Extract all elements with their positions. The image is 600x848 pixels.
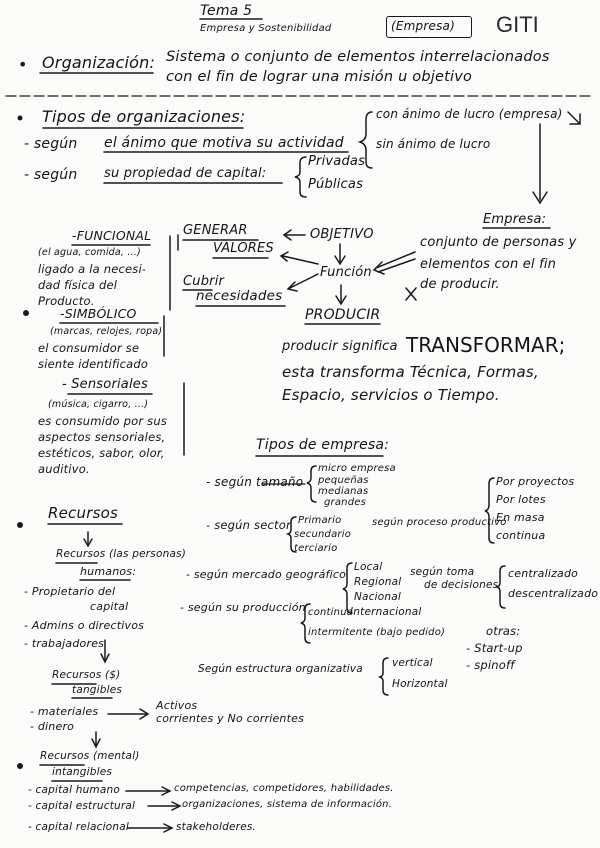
proceso-option: Por lotes [496,493,546,506]
toma-label-2: de decisiones [424,579,499,591]
recursos-tangibles-heading: Recursos ($) [52,669,121,681]
estructura-option: vertical [392,657,433,669]
sensoriales-title: - Sensoriales [62,377,148,392]
intangibles-item: - capital humano [28,784,120,796]
empresa-def-title: Empresa: [483,212,547,227]
mercado-option: Nacional [354,591,402,603]
otras-item: - Start-up [466,641,523,655]
propiedad-label: su propiedad de capital: [104,166,267,181]
sensoriales-line-2: es consumido por sus [38,414,168,428]
empresa-def-line-2: elementos con el fin [420,257,557,272]
animo-option-lucro: con ánimo de lucro (empresa) [376,107,563,121]
recursos-title: Recursos [48,504,118,522]
otras-item: - spinoff [466,658,515,672]
mercado-option: Local [354,561,383,573]
tipos-org-title: Tipos de organizaciones: [42,107,246,126]
tangibles-item: - materiales [30,705,99,718]
funcional-title: -FUNCIONAL [72,228,152,243]
necesidades-label: necesidades [196,288,283,304]
prop-option-privadas: Privadas [308,154,366,169]
transformar-word: TRANSFORMAR; [406,333,566,357]
tamano-option: pequeñas [318,475,369,486]
producir-def-line-3: Espacio, servicios o Tiempo. [282,386,500,404]
sensoriales-examples: (música, cigarro, ...) [48,399,149,410]
course-label: GITI [496,12,539,37]
produccion-option: intermitente (bajo pedido) [308,627,446,638]
recursos-tangibles-subheading: tangibles [72,684,123,696]
proceso-label: según proceso productivo [372,517,507,528]
funcional-line-3: dad física del [38,278,118,292]
tamano-option: micro empresa [318,463,396,474]
mercado-option: Internacional [350,606,422,618]
funcional-line-4: Producto. [38,294,95,308]
proceso-option: Por proyectos [496,475,575,488]
tipos-empresa-title: Tipos de empresa: [256,437,390,453]
mercado-label: - según mercado geográfico [186,568,347,581]
bullet: • [18,55,28,74]
empresa-def-line-3: de producir. [420,277,500,292]
animo-prefix: - según [24,136,78,152]
recursos-intangibles-subheading: intangibles [52,766,113,778]
proceso-option: continua [496,529,546,542]
simbolico-line-2: el consumidor se [38,341,140,355]
funcional-examples: (el agua, comida, ...) [38,247,141,258]
humanos-item: capital [90,600,129,613]
propiedad-prefix: - según [24,167,78,183]
sector-option: Primario [298,515,342,526]
animo-label: el ánimo que motiva su actividad [104,135,344,151]
empresa-tag: (Empresa) [391,19,455,33]
animo-option-sin-lucro: sin ánimo de lucro [376,137,491,151]
intangibles-result: stakeholderes. [176,821,257,833]
recursos-humanos-heading: Recursos (las personas) [56,548,187,560]
subject-title: Empresa y Sostenibilidad [200,23,332,34]
empresa-def-line-1: conjunto de personas y [420,235,577,250]
toma-option: centralizado [508,567,579,580]
funcional-line-2: ligado a la necesi- [38,262,147,276]
humanos-item: - Admins o directivos [24,619,145,632]
prop-option-publicas: Públicas [308,177,364,192]
mercado-option: Regional [354,576,402,588]
otras-title: otras: [486,624,521,638]
intangibles-result: organizaciones, sistema de información. [182,799,393,810]
proceso-option: En masa [496,511,545,524]
generar-label: GENERAR [183,223,248,238]
toma-option: descentralizado [508,587,599,600]
sensoriales-line-5: auditivo. [38,462,90,476]
objetivo-label: OBJETIVO [310,227,374,242]
simbolico-examples: (marcas, relojes, ropa) [50,326,163,337]
organizacion-def-1: Sistema o conjunto de elementos interrelacionados [166,49,550,65]
produccion-option: continua [308,607,354,618]
tema-heading: Tema 5 [200,3,253,19]
intangibles-result: competencias, competidores, habilidades. [174,783,394,794]
sensoriales-line-3: aspectos sensoriales, [38,430,166,444]
simbolico-line-3: siente identificado [38,357,149,371]
producir-label: PRODUCIR [305,307,381,323]
humanos-item: - Propietario del [24,585,116,598]
tamano-option: medianas [318,486,369,497]
sector-option: terciario [294,543,338,554]
tamano-label: - según tamaño [206,475,304,489]
sector-option: secundario [294,529,352,540]
sector-label: - según sector [206,518,291,532]
toma-label-1: según toma [410,566,475,578]
funcion-label: Función [320,265,372,280]
activos-label: Activos [156,699,198,712]
organizacion-def-2: con el fin de lograr una misión u objetivo [166,69,473,85]
activos-detail: corrientes y No corrientes [156,712,305,725]
tangibles-item: - dinero [30,720,75,733]
producir-def-prefix: producir significa [282,339,398,354]
recursos-humanos-subheading: humanos: [80,565,137,578]
intangibles-item: - capital relacional [28,821,129,833]
estructura-label: Según estructura organizativa [198,663,363,675]
cubrir-label: Cubrir [183,274,225,289]
tamano-option: grandes [324,497,367,508]
humanos-item: - trabajadores [24,637,105,650]
valores-label: VALORES [213,241,274,256]
recursos-intangibles-heading: Recursos (mental) [40,750,140,762]
producir-def-line-2: esta transforma Técnica, Formas, [282,363,539,381]
estructura-option: Horizontal [392,678,448,690]
sensoriales-line-4: estéticos, sabor, olor, [38,446,165,460]
intangibles-item: - capital estructural [28,800,136,812]
produccion-label: - según su producción [180,601,306,614]
simbolico-title: -SIMBÓLICO [60,306,137,321]
organizacion-term: Organización: [42,53,156,72]
